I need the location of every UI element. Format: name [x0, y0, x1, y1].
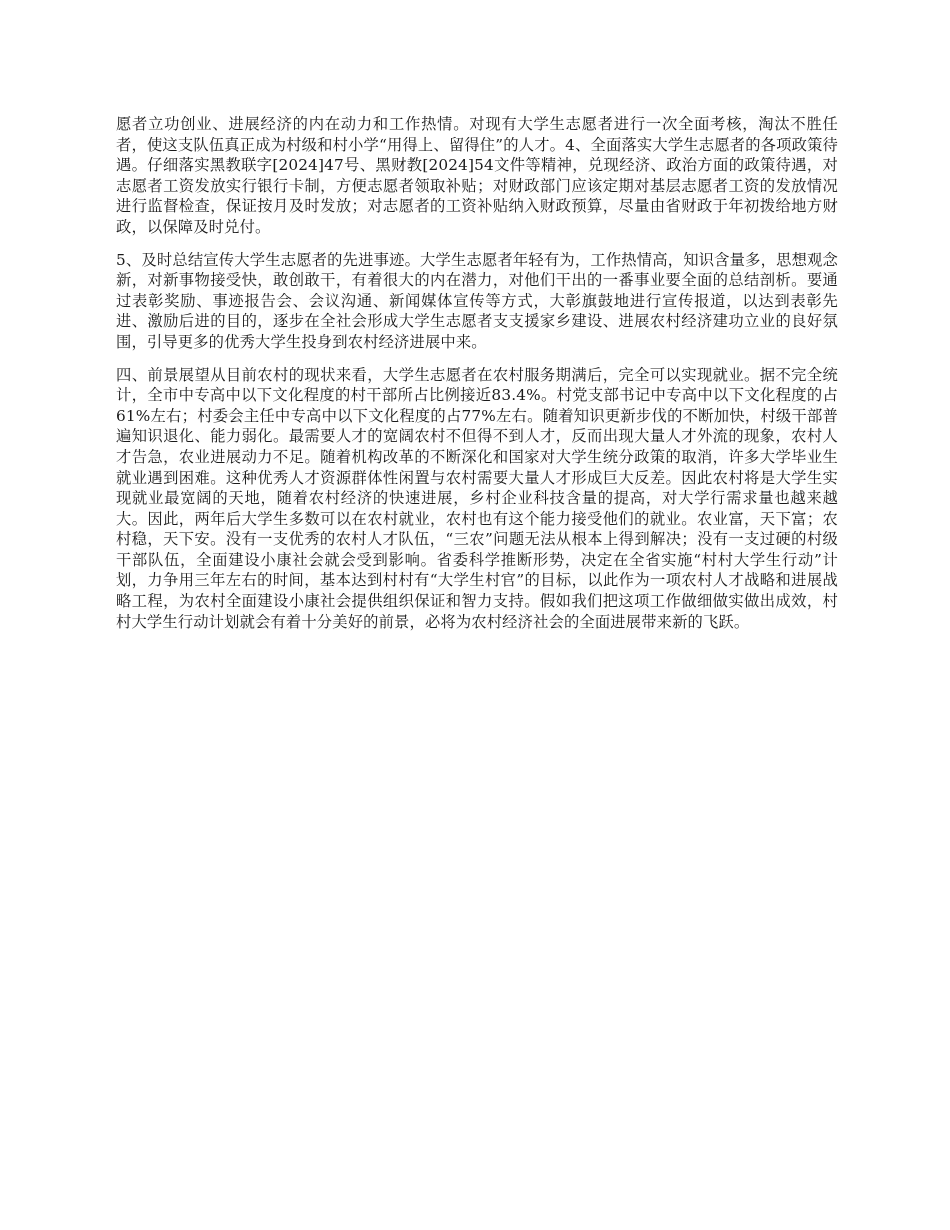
paragraph-outlook: 四、前景展望从目前农村的现状来看，大学生志愿者在农村服务期满后，完全可以实现就业。据不完全统计，全市中专高中以下文化程度的村干部所占比例接近83.4%。村党支部书记中专高中以下文化程度的占61%左右；村委会主任中专高中以下文化程度的占77%左右。随着知识更新步伐的不断加快，村级干部普遍知识退化、能力弱化。最需要人才的宽阔农村不但得不到人才，反而出现大量人才外流的现象，农村人才告急，农业进展动力不足。随着机构改革的不断深化和国家对大学生统分政策的取消，许多大学毕业生就业遇到困难。这种优秀人才资源群体性闲置与农村需要大量人才形成巨大反差。因此农村将是大学生实现就业最宽阔的天地，随着农村经济的快速进展，乡村企业科技含量的提高，对大学行需求量也越来越大。因此，两年后大学生多数可以在农村就业，农村也有这个能力接受他们的就业。农业富，天下富；农村稳，天下安。没有一支优秀的农村人才队伍，“三农”问题无法从根本上得到解决；没有一支过硬的村级干部队伍，全面建设小康社会就会受到影响。省委科学推断形势，决定在全省实施“村村大学生行动”计划，力争用三年左右的时间，基本达到村村有“大学生村官”的目标，以此作为一项农村人才战略和进展战略工程，为农村全面建设小康社会提供组织保证和智力支持。假如我们把这项工作做细做实做出成效，村村大学生行动计划就会有着十分美好的前景，必将为农村经济社会的全面进展带来新的飞跃。 — [116, 365, 838, 631]
document-body — [116, 114, 838, 644]
paragraph-publicity: 5、及时总结宣传大学生志愿者的先进事迹。大学生志愿者年轻有为，工作热情高，知识含量多，思想观念新，对新事物接受快，敢创敢干，有着很大的内在潜力，对他们干出的一番事业要全面的总结剖析。要通过表彰奖励、事迹报告会、会议沟通、新闻媒体宣传等方式，大彰旗鼓地进行宣传报道，以达到表彰先进、激励后进的目的，逐步在全社会形成大学生志愿者支支援家乡建设、进展农村经济建功立业的良好氛围，引导更多的优秀大学生投身到农村经济进展中来。 — [116, 250, 838, 351]
paragraph-policy-treatment: 愿者立功创业、进展经济的内在动力和工作热情。对现有大学生志愿者进行一次全面考核，淘汰不胜任者，使这支队伍真正成为村级和村小学“用得上、留得住”的人才。4、全面落实大学生志愿者的各项政策待遇。仔细落实黑教联字[2024]47号、黑财教[2024]54文件等精神，兑现经济、政治方面的政策待遇，对志愿者工资发放实行银行卡制，方便志愿者领取补贴；对财政部门应该定期对基层志愿者工资的发放情况进行监督检查，保证按月及时发放；对志愿者的工资补贴纳入财政预算，尽量由省财政于年初拨给地方财政，以保障及时兑付。 — [116, 115, 838, 236]
